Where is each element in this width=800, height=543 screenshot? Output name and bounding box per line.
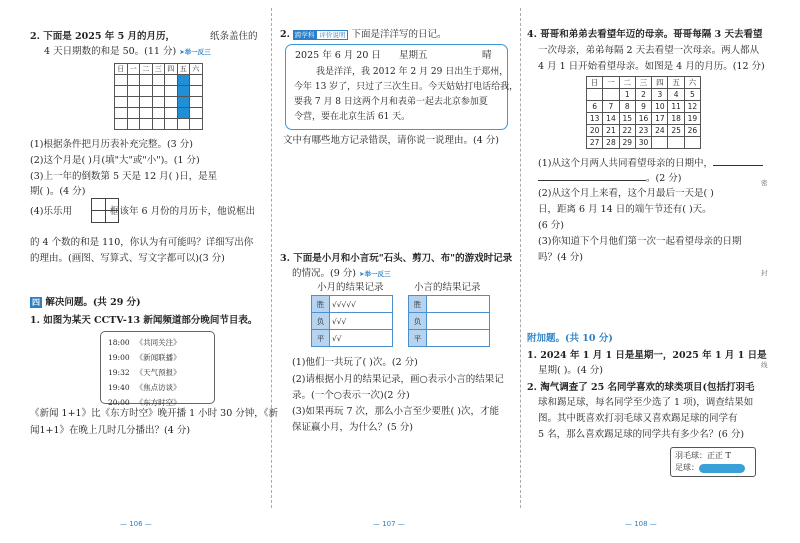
- extra-q2a: [527, 382, 755, 394]
- cal-day: 4: [668, 89, 684, 101]
- q1-line-a: 《新闻 1+1》比《东方时空》晚开播 1 小时 30 分钟，《新: [30, 408, 279, 419]
- record-row: [409, 330, 490, 347]
- q2-line2: [44, 46, 211, 58]
- cal-head: 日: [587, 77, 603, 89]
- q4-sub1-text: (1)从这个月两人共同看望母亲的日期中，: [538, 158, 713, 169]
- cal-day: 2: [635, 89, 651, 101]
- q4-sub1-tail: 。(2 分): [646, 173, 682, 184]
- q3-sub-2a: (2)请根据小月的结果记录，画○表示小言的结果记: [292, 374, 504, 385]
- diary-weekday: 星期五: [399, 50, 428, 61]
- q3-line-a: [280, 253, 512, 265]
- cal-head: 四: [652, 77, 668, 89]
- cal-day: [587, 89, 603, 101]
- cal-day: 19: [684, 113, 700, 125]
- q2-title-tail: 纸条盖住的: [210, 31, 258, 42]
- record-row: [312, 330, 393, 347]
- calendar-header-row: [115, 64, 203, 75]
- q3-tag: ➤举一反三: [359, 270, 391, 278]
- april-calendar: [586, 76, 701, 149]
- cal-day: 1: [619, 89, 635, 101]
- cal-head: 一: [127, 64, 140, 75]
- tally-badminton: [675, 450, 731, 462]
- record-label: 胜: [409, 296, 427, 313]
- q4-sub-1b: [538, 172, 681, 185]
- calendar-week-row: [587, 125, 701, 137]
- cal-day: 27: [587, 137, 603, 149]
- tv-row: [106, 336, 183, 349]
- calendar-week-row: [587, 101, 701, 113]
- extra-q2b: 球和踢足球，每名同学至少选了 1 项)，调查结果如: [538, 397, 754, 408]
- cal-day: 17: [652, 113, 668, 125]
- record-row: [409, 296, 490, 313]
- cal-day: 26: [684, 125, 700, 137]
- extra-q1-bold: 1. 2024 年 1 月 1 日是星期一，2025 年 1 月 1 日是: [527, 350, 767, 361]
- calendar-week-row: [587, 113, 701, 125]
- sub-question-4a: [30, 206, 255, 218]
- record-answer-cell[interactable]: [427, 313, 490, 330]
- evaluation-badge: 评价说明: [316, 30, 348, 40]
- tv-schedule-box: [100, 331, 215, 407]
- cal-day: 9: [635, 101, 651, 113]
- cal-day: 14: [603, 113, 619, 125]
- q2-diary-header: [280, 29, 447, 41]
- q3-text-b: 的情况。(9 分): [292, 268, 356, 279]
- tv-show: 《共同关注》: [135, 338, 181, 347]
- tv-time: 19:32: [108, 368, 130, 377]
- q3-sub-1: (1)他们一共玩了( )次。(2 分): [292, 357, 418, 368]
- ink-smudge: [699, 464, 745, 473]
- q3-sub-3b: 保证赢小月，为什么？(5 分): [292, 422, 413, 433]
- diary-line: 令营，要在北京生活 61 天。: [294, 112, 411, 122]
- q4-sub-2a: (2)从这个月上来看，这个月最后一天是( ): [538, 188, 714, 199]
- q4-sub-2c: (6 分): [538, 220, 564, 231]
- record-marks: √√√√√: [330, 296, 393, 313]
- record-label: 胜: [312, 296, 330, 313]
- tv-time: 19:00: [108, 353, 130, 362]
- cal-head: 三: [152, 64, 165, 75]
- diary-line: 今年 13 岁了，只过了三次生日。今天姑姑打电话给我，: [294, 82, 519, 92]
- sub4-prefix: (4)乐乐用: [30, 206, 72, 217]
- extra-q2c: 图。其中既喜欢打羽毛球又喜欢踢足球的同学有: [538, 413, 738, 424]
- tv-time: 19:40: [108, 383, 130, 392]
- cal-day: 29: [619, 137, 635, 149]
- q4-line-c: 4 月 1 日开始看望母亲。如图是 4 月的月历。(12 分): [538, 61, 765, 72]
- cal-day: [684, 137, 700, 149]
- tv-time: 18:00: [108, 338, 130, 347]
- q2-diary-title: 下面是洋洋写的日记。: [351, 29, 447, 40]
- tally-football: [675, 462, 745, 474]
- q3-text-a: 3. 下面是小月和小言玩"石头、剪刀、布"的游戏时记录: [280, 253, 513, 264]
- cal-head: 一: [603, 77, 619, 89]
- calendar-week-row: [587, 137, 701, 149]
- record-label: 平: [409, 330, 427, 347]
- cal-day: 20: [587, 125, 603, 137]
- column-divider-right: [520, 8, 521, 508]
- tv-time: 20:00: [108, 398, 130, 407]
- cal-day: 11: [668, 101, 684, 113]
- q1-text: [30, 315, 257, 327]
- sub-question-4c: 的理由。(画图、写算式、写文字都可以)(3 分): [30, 253, 225, 264]
- q2-diary-number: 2.: [280, 29, 290, 40]
- q4-sub-3a: (3)你知道下个月他们第一次一起看望母亲的日期: [538, 236, 742, 247]
- section-4-title: 解决问题。(共 29 分): [45, 297, 141, 308]
- xiaoyan-record-table: [408, 295, 490, 347]
- tv-row: [106, 366, 183, 379]
- cal-day: 28: [603, 137, 619, 149]
- extra-q1a: [527, 350, 767, 362]
- cal-day: [668, 137, 684, 149]
- cal-day: 6: [587, 101, 603, 113]
- frame-box-icon: [91, 198, 119, 223]
- diary-line: 要我 7 月 8 日这两个月和表弟一起去北京参加夏: [294, 97, 488, 107]
- q3-line-b: [292, 268, 390, 280]
- record-answer-cell[interactable]: [427, 330, 490, 347]
- tally-football-label: 足球：: [675, 463, 699, 472]
- q3-sub-3a: (3)如果再玩 7 次，那么小言至少要胜( )次，才能: [292, 406, 499, 417]
- cal-day: 16: [635, 113, 651, 125]
- cal-head: 三: [635, 77, 651, 89]
- cal-day: 10: [652, 101, 668, 113]
- cal-day: 13: [587, 113, 603, 125]
- q4-sub-2b: 日，距离 6 月 14 日的端午节还有( )天。: [538, 204, 712, 215]
- may-calendar: [114, 63, 203, 130]
- record-label: 负: [409, 313, 427, 330]
- cal-head: 五: [177, 64, 190, 75]
- column-divider-left: [271, 8, 272, 508]
- extra-section-title: 附加题。(共 10 分): [527, 333, 613, 344]
- record2-title: 小言的结果记录: [414, 282, 481, 293]
- side-mark: 线: [761, 361, 768, 369]
- cal-day: 23: [635, 125, 651, 137]
- paper-strip: [177, 97, 190, 108]
- extra-q2-bold: 2. 淘气调查了 25 名同学喜欢的球类项目(包括打羽毛: [527, 382, 755, 393]
- record-row: [312, 313, 393, 330]
- cal-day: 30: [635, 137, 651, 149]
- cal-head: 二: [619, 77, 635, 89]
- q4-sub-3b: 吗？(4 分): [538, 252, 583, 263]
- cal-day: [603, 89, 619, 101]
- answer-blank[interactable]: [713, 157, 763, 166]
- record-marks: √√: [330, 330, 393, 347]
- sub-question-3b: 期( )。(4 分): [30, 186, 86, 197]
- q2-tag: ➤举一反三: [179, 48, 211, 56]
- cal-day: 24: [652, 125, 668, 137]
- q2-number-title: 2. 下面是 2025 年 5 月的月历，: [30, 31, 176, 42]
- interdisciplinary-badge: 跨学科: [294, 31, 315, 39]
- extra-q2d: 5 名，那么喜欢踢足球的同学共有多少名？(6 分): [538, 429, 745, 440]
- tv-show: 《新闻联播》: [135, 353, 181, 362]
- record-label: 平: [312, 330, 330, 347]
- tally-badminton-marks: 正正 T: [707, 451, 731, 460]
- extra-q1b: 星期( )。(4 分): [538, 365, 603, 376]
- sub-question-4b: 的 4 个数的和是 110，你认为有可能吗？详细写出你: [30, 237, 254, 248]
- cal-day: 12: [684, 101, 700, 113]
- record-label: 负: [312, 313, 330, 330]
- q2-line2-text: 4 天日期数的和是 50。(11 分): [44, 46, 177, 57]
- calendar-header-row: [587, 77, 701, 89]
- sub-question-3a: (3)上一年的倒数第 5 天是 12 月( )日，是星: [30, 171, 218, 182]
- tv-row: [106, 351, 183, 364]
- record-answer-cell[interactable]: [427, 296, 490, 313]
- paper-strip: [177, 108, 190, 119]
- section-4-badge: 四: [32, 298, 40, 307]
- tv-show: 《天气预报》: [135, 368, 181, 377]
- cal-day: 3: [652, 89, 668, 101]
- cal-day: 8: [619, 101, 635, 113]
- cal-day: 18: [668, 113, 684, 125]
- tv-show: 《东方时空》: [135, 398, 181, 407]
- tv-show: 《焦点访谈》: [135, 383, 181, 392]
- page-number-108: — 108 —: [625, 520, 657, 528]
- record-row: [312, 296, 393, 313]
- cal-head: 二: [140, 64, 153, 75]
- q4-line-a: 4. 哥哥和弟弟去看望年迈的母亲。哥哥每隔 3 天去看望: [527, 29, 763, 40]
- q1-bold: 1. 如图为某天 CCTV-13 新闻频道部分晚间节目表。: [30, 315, 258, 326]
- q1-line-b: 闻1+1》在晚上几时几分播出？(4 分): [30, 425, 191, 436]
- q4-line-b: 一次母亲，弟弟每隔 2 天去看望一次母亲。两人都从: [538, 45, 760, 56]
- record1-title: 小月的结果记录: [317, 282, 384, 293]
- side-mark: 封: [761, 269, 768, 277]
- paper-strip: [177, 86, 190, 97]
- tv-schedule: [104, 334, 185, 411]
- page-number-106: — 106 —: [120, 520, 152, 528]
- cal-day: 22: [619, 125, 635, 137]
- sub4-suffix: 框该年 6 月份的月历卡，他说框出: [110, 206, 256, 217]
- cal-head: 四: [165, 64, 178, 75]
- sub-question-1: (1)根据条件把月历表补充完整。(3 分): [30, 139, 193, 150]
- page-number-107: — 107 —: [373, 520, 405, 528]
- diary-date: 2025 年 6 月 20 日: [295, 50, 381, 61]
- tv-row: [106, 381, 183, 394]
- xiaoyue-record-table: [311, 295, 393, 347]
- diary-weather: 晴: [482, 50, 492, 61]
- cal-head: 六: [684, 77, 700, 89]
- cal-day: 7: [603, 101, 619, 113]
- tally-badminton-label: 羽毛球：: [675, 451, 707, 460]
- record-marks: √√√: [330, 313, 393, 330]
- side-mark: 密: [761, 179, 768, 187]
- cal-day: 21: [603, 125, 619, 137]
- calendar-week-row: [587, 89, 701, 101]
- diary-line: 我是洋洋，我 2012 年 2 月 29 日出生于郑州，: [316, 67, 509, 77]
- record-row: [409, 313, 490, 330]
- paper-strip: [177, 75, 190, 86]
- cal-head: 日: [115, 64, 128, 75]
- cal-day: [652, 137, 668, 149]
- q4-sub-1a: [538, 157, 763, 170]
- answer-blank[interactable]: [538, 172, 646, 181]
- sub-question-2: (2)这个月是( )月(填"大"或"小")。(1 分): [30, 155, 200, 166]
- q2-diary-ask: 文中有哪些地方记录错误，请你说一说理由。(4 分): [283, 135, 499, 146]
- cal-head: 五: [668, 77, 684, 89]
- cal-day: 25: [668, 125, 684, 137]
- cal-head: 六: [190, 64, 203, 75]
- cal-day: 5: [684, 89, 700, 101]
- cal-day: 15: [619, 113, 635, 125]
- section-4-header: [30, 297, 141, 309]
- q3-sub-2b: 录。(一个○表示一次)(2 分): [292, 390, 410, 401]
